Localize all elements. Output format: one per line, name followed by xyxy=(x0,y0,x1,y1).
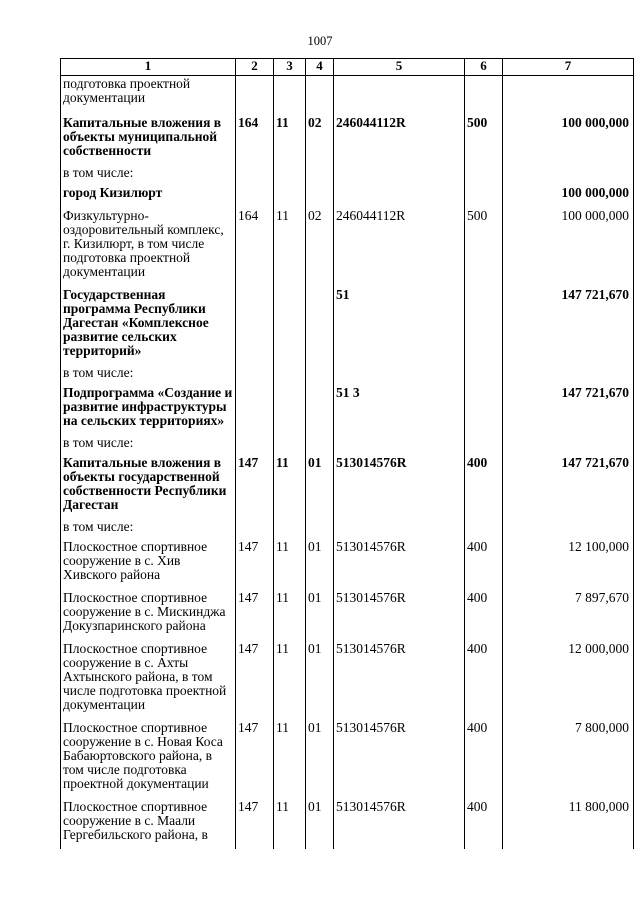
row-ministry-code-cell: 164 xyxy=(236,207,274,286)
table-row xyxy=(61,640,634,719)
row-expense-type-cell xyxy=(465,76,503,115)
header-col-7: 7 xyxy=(503,59,634,76)
table-row xyxy=(61,538,634,589)
row-target-item-cell xyxy=(334,519,465,538)
row-section-cell: 11 xyxy=(274,719,306,798)
row-ministry-code-cell xyxy=(236,184,274,207)
row-name-cell: Капитальные вложения в объекты государственной собственности Республики Дагестан xyxy=(61,454,236,519)
row-ministry-code-cell: 147 xyxy=(236,640,274,719)
row-expense-type-cell: 400 xyxy=(465,454,503,519)
row-target-item-cell: 513014576R xyxy=(334,538,465,589)
row-subsection-cell xyxy=(306,165,334,184)
row-subsection-cell xyxy=(306,76,334,115)
row-subsection-cell xyxy=(306,365,334,384)
row-section-cell: 11 xyxy=(274,207,306,286)
row-amount-cell xyxy=(503,76,634,115)
row-amount-cell: 12 100,000 xyxy=(503,538,634,589)
row-section-cell: 11 xyxy=(274,454,306,519)
table-row xyxy=(61,435,634,454)
table-row xyxy=(61,798,634,849)
row-target-item-cell: 513014576R xyxy=(334,798,465,849)
row-subsection-cell xyxy=(306,384,334,435)
row-amount-cell: 7 800,000 xyxy=(503,719,634,798)
row-section-cell: 11 xyxy=(274,589,306,640)
row-target-item-cell xyxy=(334,435,465,454)
row-name-cell: в том числе: xyxy=(61,519,236,538)
row-section-cell xyxy=(274,286,306,365)
row-amount-cell: 147 721,670 xyxy=(503,286,634,365)
row-target-item-cell xyxy=(334,365,465,384)
row-ministry-code-cell xyxy=(236,519,274,538)
row-expense-type-cell: 400 xyxy=(465,798,503,849)
row-name-cell: Государственная программа Республики Дагестан «Комплексное развитие сельских территорий» xyxy=(61,286,236,365)
row-target-item-cell: 513014576R xyxy=(334,454,465,519)
header-col-4: 4 xyxy=(306,59,334,76)
row-ministry-code-cell xyxy=(236,165,274,184)
row-section-cell: 11 xyxy=(274,798,306,849)
row-amount-cell: 100 000,000 xyxy=(503,207,634,286)
row-expense-type-cell: 400 xyxy=(465,719,503,798)
row-amount-cell: 12 000,000 xyxy=(503,640,634,719)
table-row xyxy=(61,184,634,207)
table-row xyxy=(61,207,634,286)
budget-table xyxy=(60,58,634,849)
row-name-cell: Физкультурно-оздоровительный комплекс, г. Кизилюрт, в том числе подготовка проектной документации xyxy=(61,207,236,286)
row-expense-type-cell: 500 xyxy=(465,207,503,286)
row-section-cell xyxy=(274,76,306,115)
table-row xyxy=(61,286,634,365)
row-subsection-cell: 01 xyxy=(306,538,334,589)
row-subsection-cell: 02 xyxy=(306,207,334,286)
row-ministry-code-cell xyxy=(236,365,274,384)
row-target-item-cell: 246044112R xyxy=(334,207,465,286)
row-section-cell: 11 xyxy=(274,538,306,589)
table-row xyxy=(61,384,634,435)
row-subsection-cell: 01 xyxy=(306,719,334,798)
row-section-cell xyxy=(274,184,306,207)
row-name-cell: в том числе: xyxy=(61,165,236,184)
row-expense-type-cell xyxy=(465,384,503,435)
table-row xyxy=(61,454,634,519)
table-body xyxy=(61,76,634,850)
row-expense-type-cell: 500 xyxy=(465,114,503,165)
row-target-item-cell: 51 xyxy=(334,286,465,365)
row-ministry-code-cell xyxy=(236,384,274,435)
row-ministry-code-cell: 147 xyxy=(236,589,274,640)
row-name-cell: Капитальные вложения в объекты муниципальной собственности xyxy=(61,114,236,165)
row-amount-cell: 100 000,000 xyxy=(503,184,634,207)
row-amount-cell xyxy=(503,365,634,384)
header-col-1: 1 xyxy=(61,59,236,76)
row-section-cell xyxy=(274,365,306,384)
row-name-cell: подготовка проектной документации xyxy=(61,76,236,115)
row-target-item-cell: 513014576R xyxy=(334,589,465,640)
row-amount-cell xyxy=(503,435,634,454)
header-col-3: 3 xyxy=(274,59,306,76)
row-amount-cell xyxy=(503,165,634,184)
row-subsection-cell: 01 xyxy=(306,454,334,519)
row-expense-type-cell: 400 xyxy=(465,640,503,719)
row-ministry-code-cell: 147 xyxy=(236,454,274,519)
row-name-cell: Плоскостное спортивное сооружение в с. Маали Гергебильского района, в xyxy=(61,798,236,849)
row-name-cell: Плоскостное спортивное сооружение в с. Хив Хивского района xyxy=(61,538,236,589)
row-amount-cell: 7 897,670 xyxy=(503,589,634,640)
row-target-item-cell: 513014576R xyxy=(334,640,465,719)
row-subsection-cell: 01 xyxy=(306,798,334,849)
row-amount-cell xyxy=(503,519,634,538)
table-row xyxy=(61,519,634,538)
header-col-2: 2 xyxy=(236,59,274,76)
row-subsection-cell xyxy=(306,519,334,538)
row-subsection-cell xyxy=(306,435,334,454)
row-section-cell: 11 xyxy=(274,640,306,719)
header-col-5: 5 xyxy=(334,59,465,76)
row-expense-type-cell xyxy=(465,165,503,184)
row-ministry-code-cell: 147 xyxy=(236,719,274,798)
row-ministry-code-cell xyxy=(236,435,274,454)
table-row xyxy=(61,719,634,798)
row-section-cell xyxy=(274,435,306,454)
row-name-cell: город Кизилюрт xyxy=(61,184,236,207)
row-name-cell: Подпрограмма «Создание и развитие инфраструктуры на сельских территориях» xyxy=(61,384,236,435)
header-col-6: 6 xyxy=(465,59,503,76)
table-row xyxy=(61,589,634,640)
row-section-cell xyxy=(274,165,306,184)
row-expense-type-cell: 400 xyxy=(465,538,503,589)
row-name-cell: Плоскостное спортивное сооружение в с. Ахты Ахтынского района, в том числе подготовка проектной документации xyxy=(61,640,236,719)
row-ministry-code-cell: 164 xyxy=(236,114,274,165)
table-row xyxy=(61,365,634,384)
row-target-item-cell: 246044112R xyxy=(334,114,465,165)
row-amount-cell: 147 721,670 xyxy=(503,454,634,519)
row-section-cell xyxy=(274,384,306,435)
row-target-item-cell xyxy=(334,184,465,207)
table-row xyxy=(61,114,634,165)
row-name-cell: Плоскостное спортивное сооружение в с. Мискинджа Докузпаринского района xyxy=(61,589,236,640)
row-expense-type-cell xyxy=(465,519,503,538)
row-expense-type-cell xyxy=(465,184,503,207)
row-ministry-code-cell xyxy=(236,76,274,115)
table-row xyxy=(61,76,634,115)
row-expense-type-cell xyxy=(465,365,503,384)
row-subsection-cell: 02 xyxy=(306,114,334,165)
page-number: 1007 xyxy=(307,34,333,48)
row-target-item-cell: 51 3 xyxy=(334,384,465,435)
row-expense-type-cell xyxy=(465,286,503,365)
row-name-cell: Плоскостное спортивное сооружение в с. Новая Коса Бабаюртовского района, в том числе подготовка проектной документации xyxy=(61,719,236,798)
row-name-cell: в том числе: xyxy=(61,435,236,454)
row-name-cell: в том числе: xyxy=(61,365,236,384)
row-amount-cell: 100 000,000 xyxy=(503,114,634,165)
row-amount-cell: 147 721,670 xyxy=(503,384,634,435)
row-expense-type-cell xyxy=(465,435,503,454)
row-expense-type-cell: 400 xyxy=(465,589,503,640)
table-header-row xyxy=(61,59,634,76)
row-ministry-code-cell: 147 xyxy=(236,538,274,589)
row-subsection-cell: 01 xyxy=(306,640,334,719)
table-row xyxy=(61,165,634,184)
row-section-cell xyxy=(274,519,306,538)
row-target-item-cell xyxy=(334,76,465,115)
row-subsection-cell xyxy=(306,184,334,207)
row-target-item-cell: 513014576R xyxy=(334,719,465,798)
row-amount-cell: 11 800,000 xyxy=(503,798,634,849)
row-ministry-code-cell: 147 xyxy=(236,798,274,849)
row-section-cell: 11 xyxy=(274,114,306,165)
row-target-item-cell xyxy=(334,165,465,184)
row-ministry-code-cell xyxy=(236,286,274,365)
row-subsection-cell: 01 xyxy=(306,589,334,640)
row-subsection-cell xyxy=(306,286,334,365)
